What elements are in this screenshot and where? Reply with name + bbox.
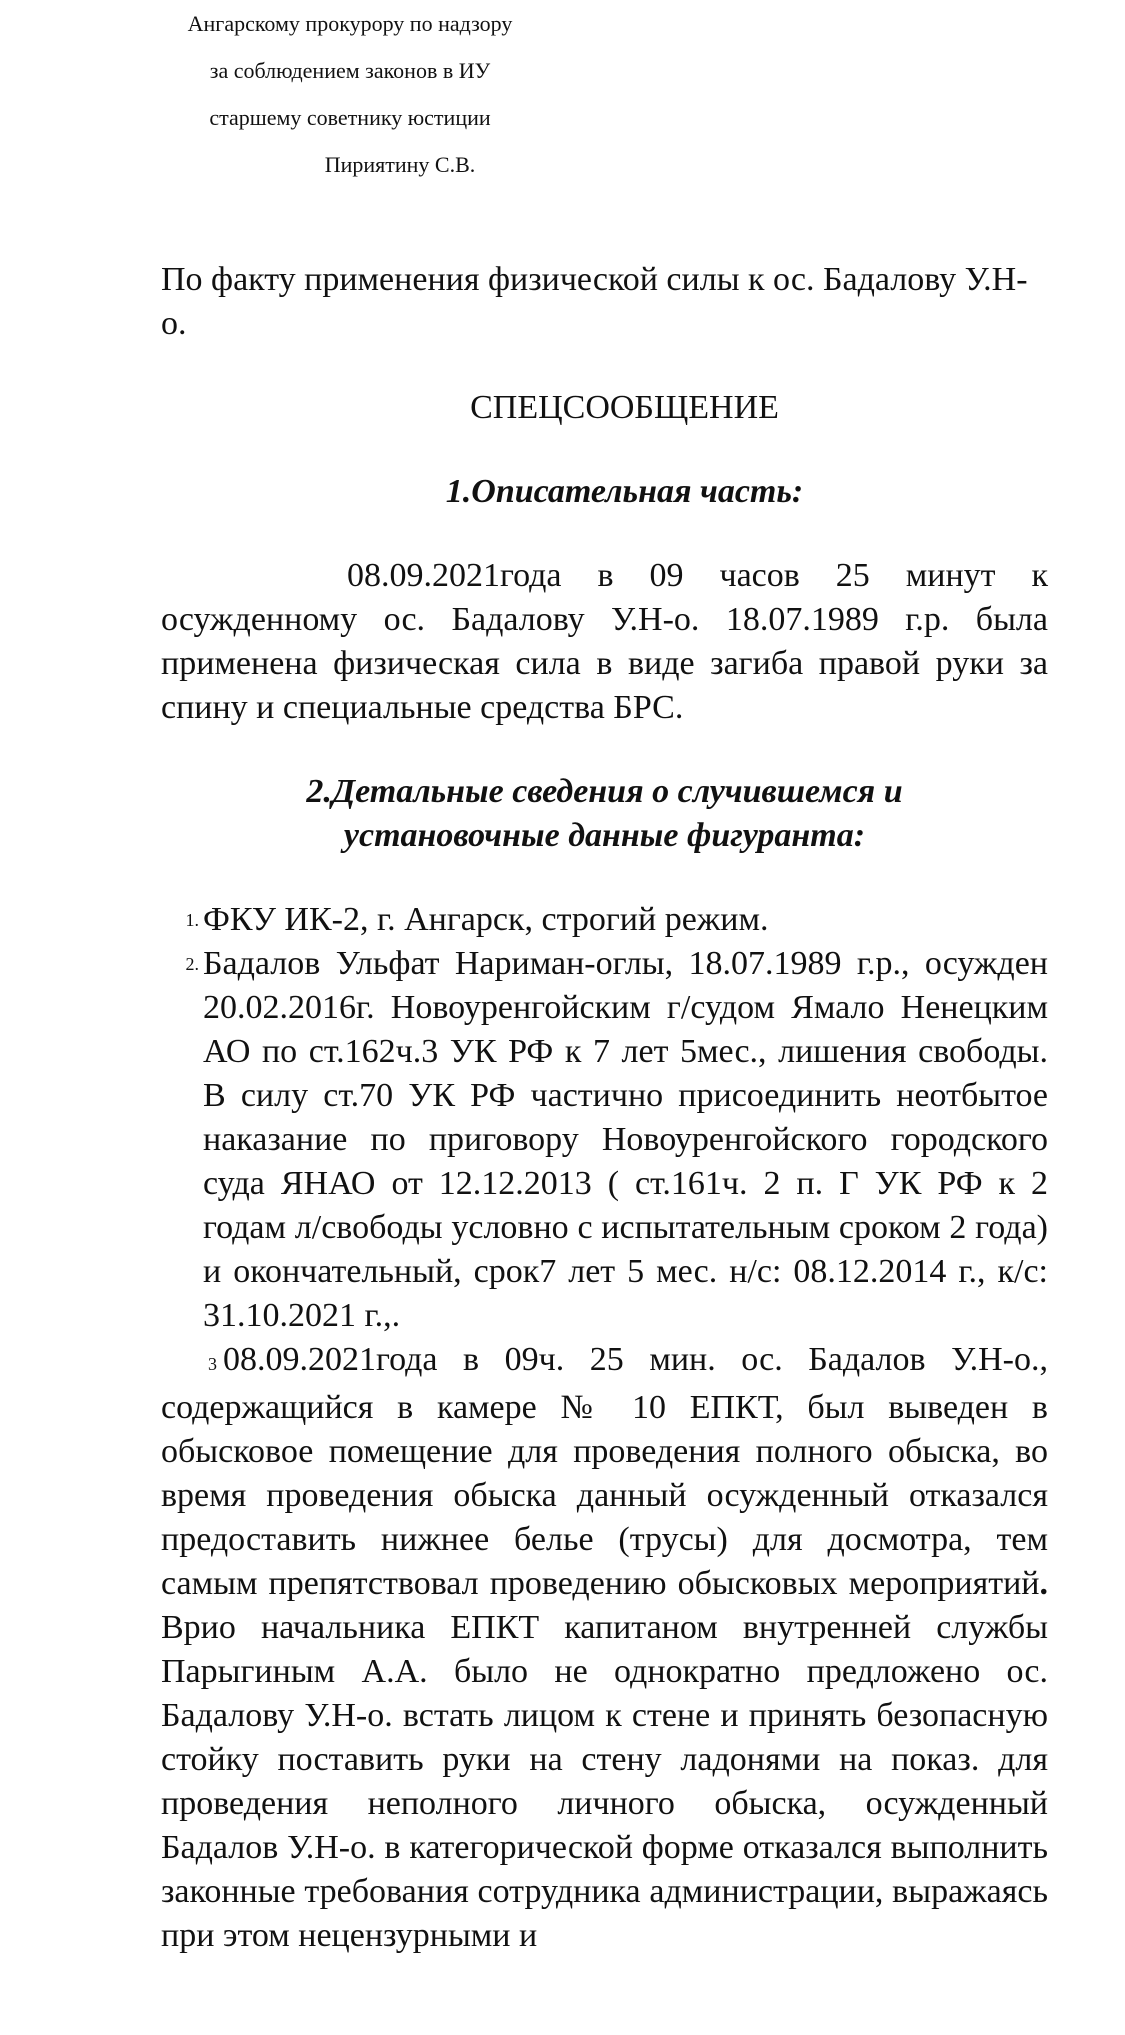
list-item-text-part-1: 08.09.2021года в 09ч. 25 мин. ос. Бадалов У.Н-о., содержащийся в камере № 10 ЕПКТ, был выведен в обысковое помещение для проведения полного обыска, во время проведения обыска данный осужденный отказался предоставить нижнее белье (трусы) для досмотра, тем самым препятствовал проведению обысковых мероприятий [161, 1341, 1048, 1602]
section-1-text: 08.09.2021года в 09 часов 25 минут к осужденному ос. Бадалову У.Н-о. 18.07.1989 г.р. была применена физическая сила в виде загиба правой руки за спину и специальные средства БРС. [161, 557, 1048, 726]
document-body [161, 258, 1048, 1958]
list-item-text: Бадалов Ульфат Нариман-оглы, 18.07.1989 г.р., осужден 20.02.2016г. Новоуренгойским г/судом Ямало Ненецким АО по ст.162ч.3 УК РФ к 7 лет 5мес., лишения свободы. В силу ст.70 УК РФ частично присоединить неотбытое наказание по приговору Новоуренгойского городского суда ЯНАО от 12.12.2013 ( ст.161ч. 2 п. Г УК РФ к 2 годам л/свободы условно с испытательным сроком 2 года) и окончательный, срок7 лет 5 мес. н/с: 08.12.2014 г., к/с: 31.10.2021 г.,. [203, 945, 1048, 1334]
addressee-name: Пириятину С.В. [324, 152, 476, 177]
list-item [161, 942, 1048, 1338]
list-item-bold-dot: . [1039, 1565, 1048, 1602]
subject-line: По факту применения физической силы к ос. Бадалову У.Н-о. [161, 261, 1028, 342]
list-item-number: 3 [208, 1354, 217, 1374]
section-2-title-line-2: установочные данные фигуранта: [343, 817, 866, 854]
addressee-line-2: за соблюдением законов в ИУ [209, 58, 491, 83]
list-item [161, 1338, 1048, 1958]
list-item [161, 898, 1048, 942]
section-2-title [161, 770, 1048, 858]
document-title: СПЕЦСООБЩЕНИЕ [470, 389, 779, 426]
list-item-text: ФКУ ИК-2, г. Ангарск, строгий режим. [203, 901, 769, 938]
list-item-number: 1. [185, 910, 199, 930]
details-list [161, 898, 1048, 1958]
addressee-block [130, 0, 570, 188]
section-2-title-line-1: 2.Детальные сведения о случившемся и [306, 773, 903, 810]
addressee-line-3: старшему советнику юстиции [209, 105, 491, 130]
addressee-line-1: Ангарскому прокурору по надзору [187, 11, 513, 36]
list-item-text-part-2: Врио начальника ЕПКТ капитаном внутренней службы Парыгиным А.А. было не однократно предложено ос. Бадалову У.Н-о. встать лицом к стене и принять безопасную стойку поставить руки на стену ладонями на показ. для проведения неполного личного обыска, осужденный Бадалов У.Н-о. в категорической форме отказался выполнить законные требования сотрудника администрации, выражаясь при этом нецензурными и [161, 1609, 1048, 1954]
list-item-number: 2. [185, 954, 199, 974]
section-1-title: 1.Описательная часть: [445, 473, 804, 510]
